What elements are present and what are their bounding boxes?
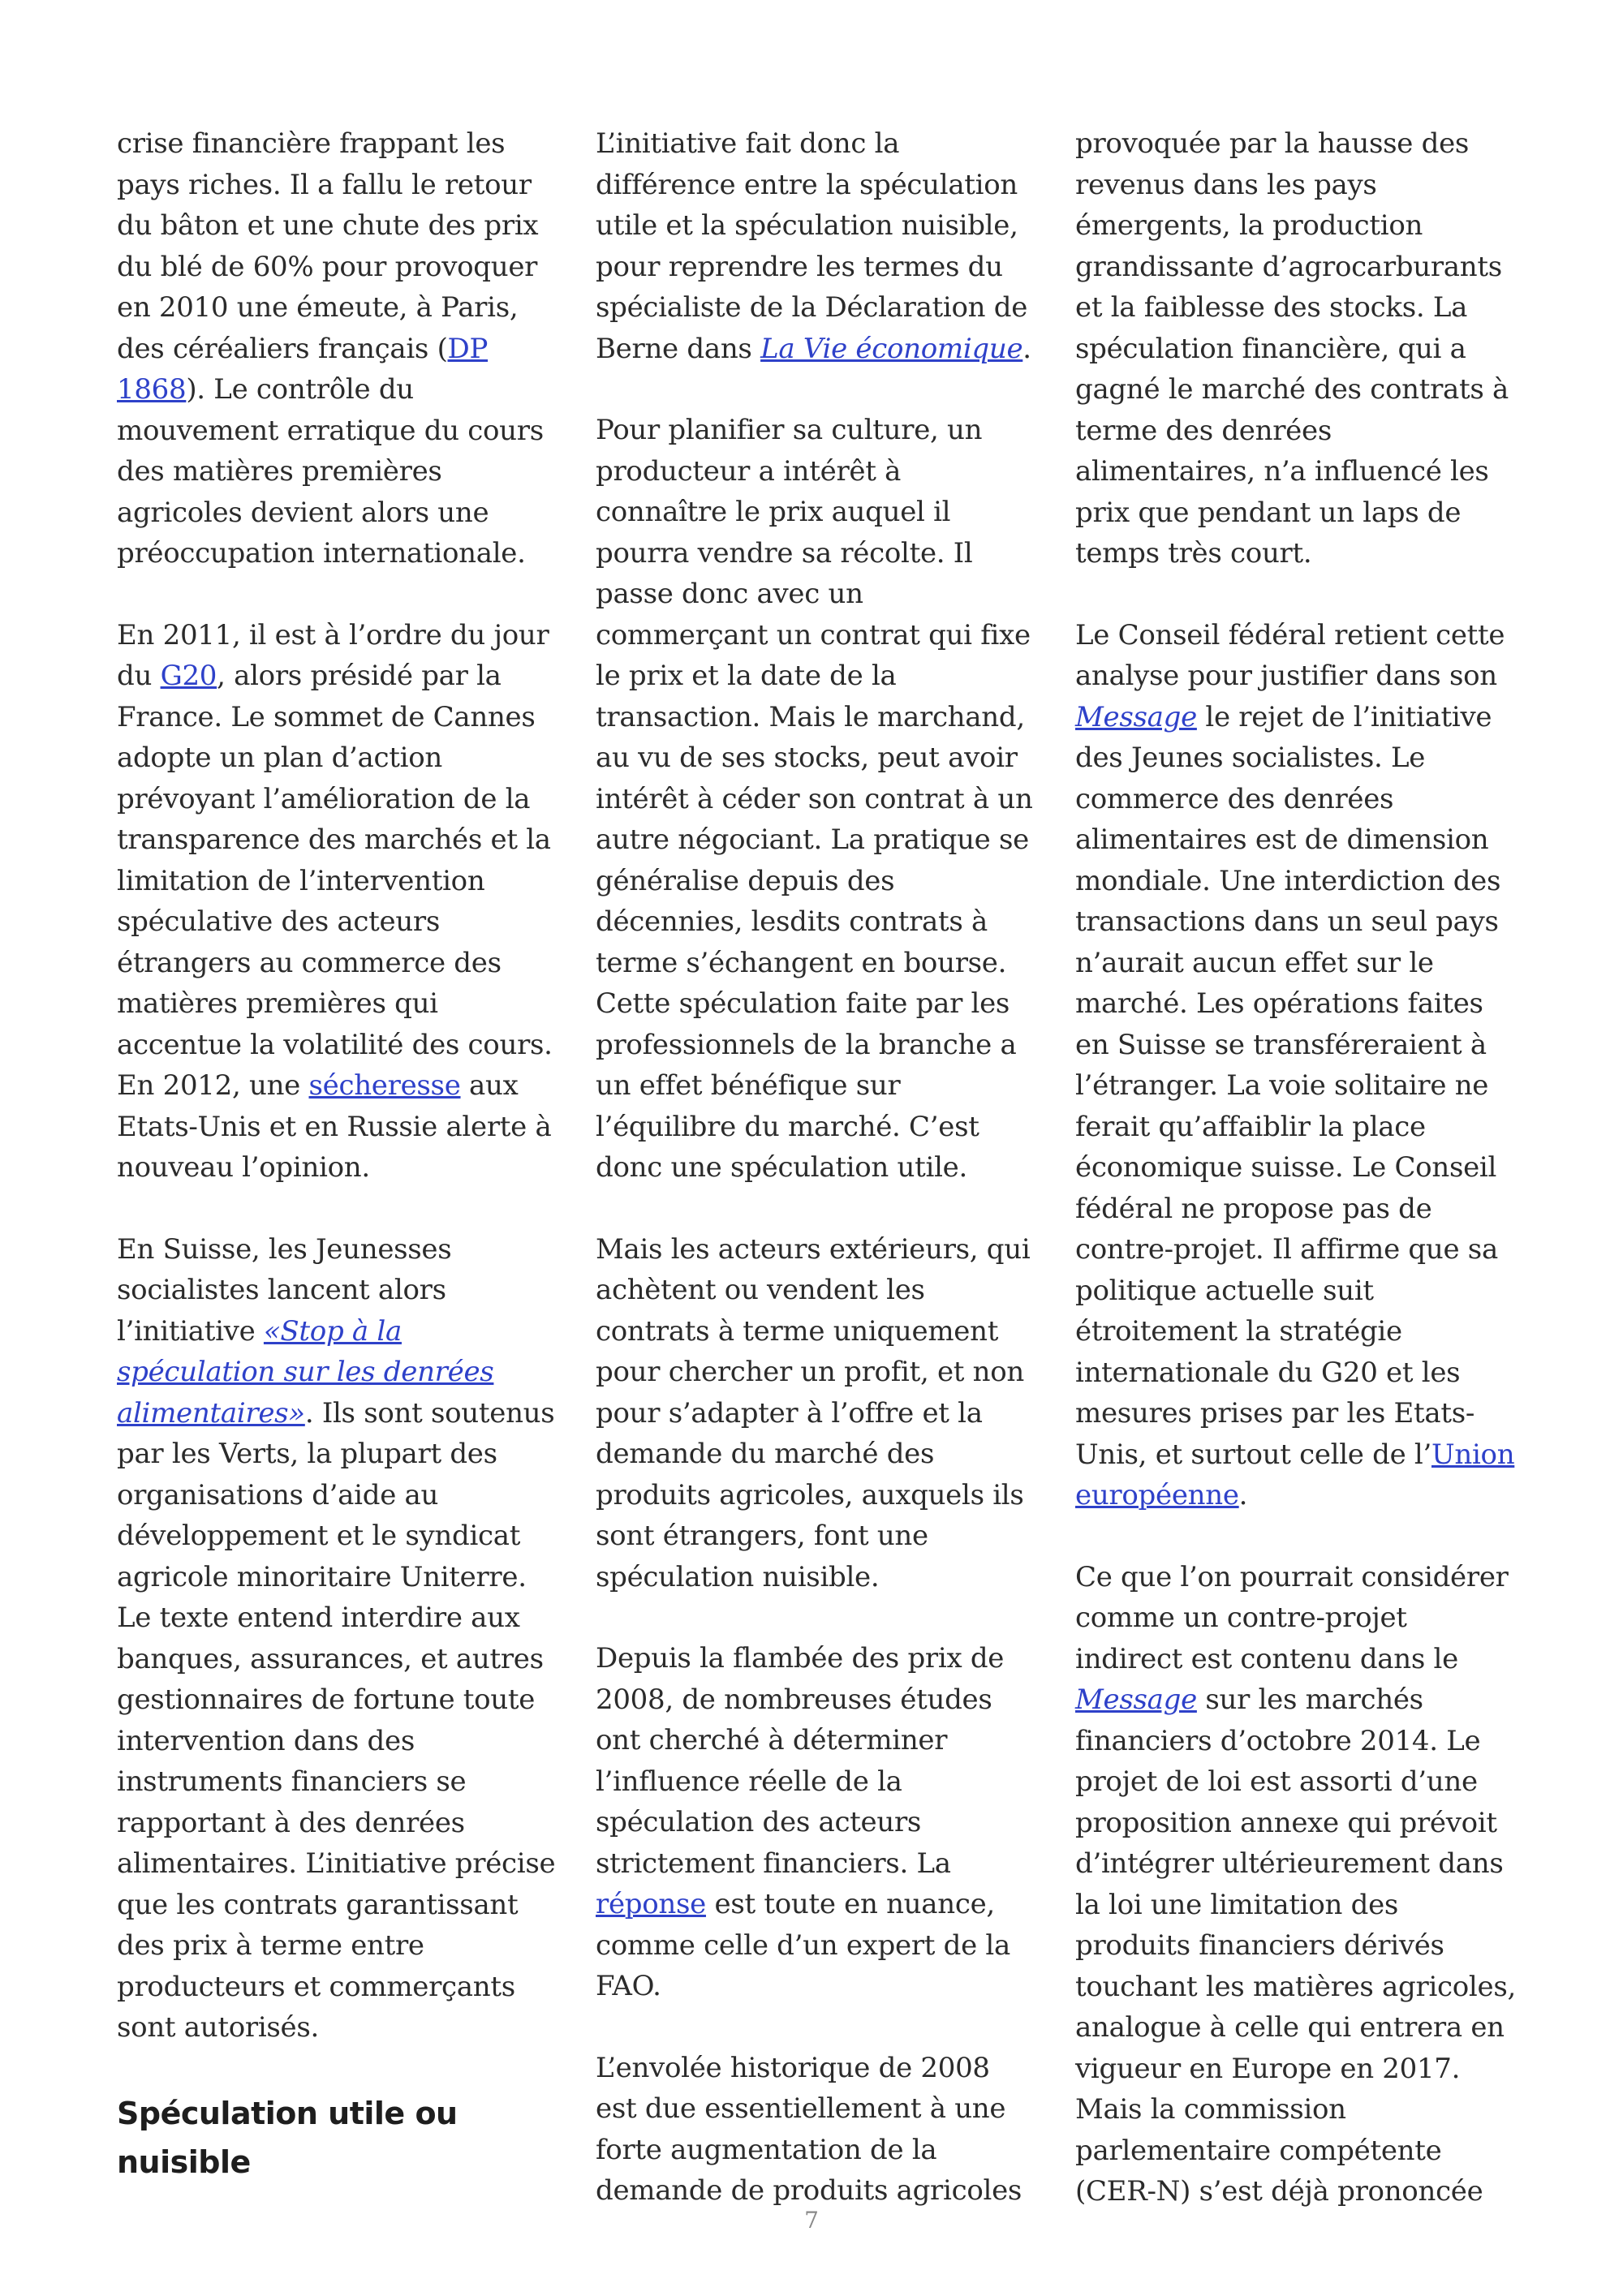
paragraph: En Suisse, les Jeunesses socialistes lancent alors l’initiative «Stop à la spéculation sur les denrées alimentaires». Ils sont soutenus par les Verts, la plupart des organisations d’aide au développement et le syndicat agricole minoritaire Uniterre. Le texte entend interdire aux banques, assurances, et autres gestionnaires de fortune toute intervention dans des instruments financiers se rapportant à des denrées alimentaires. L’initiative précise que les contrats garantissant des prix à terme entre producteurs et commerçants sont autorisés. [117, 1232, 556, 2044]
link-message-2[interactable]: Message [1075, 1683, 1197, 1716]
link-initiative[interactable]: «Stop à la spéculation sur les denrées alimentaires» [117, 1314, 494, 1430]
column-3 [1075, 123, 1518, 2253]
column-2 [596, 123, 1039, 2252]
paragraph: Mais les acteurs extérieurs, qui achètent ou vendent les contrats à terme uniquement pour chercher un profit, et non pour s’adapter à l’offre et la demande du marché des produits agricoles, auxquels ils sont étrangers, font une spéculation nuisible. [596, 1232, 1031, 1593]
paragraph: Le Conseil fédéral retient cette analyse pour justifier dans son Message le rejet de l’initiative des Jeunes socialistes. Le commerce des denrées alimentaires est de dimension mondiale. Une interdiction des transactions dans un seul pays n’aurait aucun effet sur le marché. Les opérations faites en Suisse se transféreraient à l’étranger. La voie solitaire ne ferait qu’affaiblir la place économique suisse. Le Conseil fédéral ne propose pas de contre-projet. Il affirme que sa politique actuelle suit étroitement la stratégie internationale du G20 et les mesures prises par les Etats-Unis, et surtout celle de l’Union européenne. [1075, 618, 1515, 1511]
column-1 [117, 123, 562, 2186]
paragraph: provoquée par la hausse des revenus dans les pays émergents, la production grandissante d’agrocarburants et la faiblesse des stocks. La spéculation financière, qui a gagné le marché des contrats à terme des denrées alimentaires, n’a influencé les prix que pendant un laps de temps très court. [1075, 127, 1509, 570]
paragraph: L’initiative fait donc la différence entre la spéculation utile et la spéculation nuisible, pour reprendre les termes du spécialiste de la Déclaration de Berne dans La Vie économique. [596, 127, 1031, 365]
paragraph: Ce que l’on pourrait considérer comme un contre-projet indirect est contenu dans le Message sur les marchés financiers d’octobre 2014. Le projet de loi est assorti d’une proposition annexe qui prévoit d’intégrer ultérieurement dans la loi une limitation des produits financiers dérivés touchant les matières agricoles, analogue à celle qui entrera en vigueur en Europe en 2017. Mais la commission parlementaire compétente (CER-N) s’est déjà prononcée [1075, 1560, 1516, 2208]
paragraph: Depuis la flambée des prix de 2008, de nombreuses études ont cherché à déterminer l’influence réelle de la spéculation des acteurs strictement financiers. La réponse est toute en nuance, comme celle d’un expert de la FAO. [596, 1642, 1010, 2002]
link-g20[interactable]: G20 [160, 660, 217, 692]
link-message[interactable]: Message [1075, 700, 1197, 733]
link-la-vie-economique[interactable]: La Vie économique [760, 332, 1023, 365]
paragraph: crise financière frappant les pays riches. Il a fallu le retour du bâton et une chute des prix du blé de 60% pour provoquer en 2010 une émeute, à Paris, des céréaliers français (DP 1868). Le contrôle du mouvement erratique du cours des matières premières agricoles devient alors une préoccupation internationale. [117, 127, 544, 570]
paragraph: Pour planifier sa culture, un producteur a intérêt à connaître le prix auquel il pourra vendre sa récolte. Il passe donc avec un commerçant un contrat qui fixe le prix et la date de la transaction. Mais le marchand, au vu de ses stocks, peut avoir intérêt à céder son contrat à un autre négociant. La pratique se généralise depuis des décennies, lesdits contrats à terme s’échangent en bourse. Cette spéculation faite par les professionnels de la branche a un effet bénéfique sur l’équilibre du marché. C’est donc une spéculation utile. [596, 414, 1033, 1184]
link-dp-1868[interactable]: DP 1868 [117, 332, 489, 406]
paragraph: L’envolée historique de 2008 est due essentiellement à une forte augmentation de la demande de produits agricoles [596, 2051, 1022, 2207]
link-union-europeenne[interactable]: Union européenne [1075, 1438, 1515, 1511]
link-secheresse[interactable]: sécheresse [308, 1069, 461, 1102]
link-reponse[interactable]: réponse [596, 1888, 706, 1920]
page-number: 7 [804, 2207, 819, 2234]
paragraph: En 2011, il est à l’ordre du jour du G20, alors présidé par la France. Le sommet de Cannes adopte un plan d’action prévoyant l’amélioration de la transparence des marchés et la limitation de l’intervention spéculative des acteurs étrangers au commerce des matières premières qui accentue la volatilité des cours. En 2012, une sécheresse aux Etats-Unis et en Russie alerte à nouveau l’opinion. [117, 618, 553, 1184]
section-heading: Spéculation utile ou nuisible [117, 2095, 458, 2180]
